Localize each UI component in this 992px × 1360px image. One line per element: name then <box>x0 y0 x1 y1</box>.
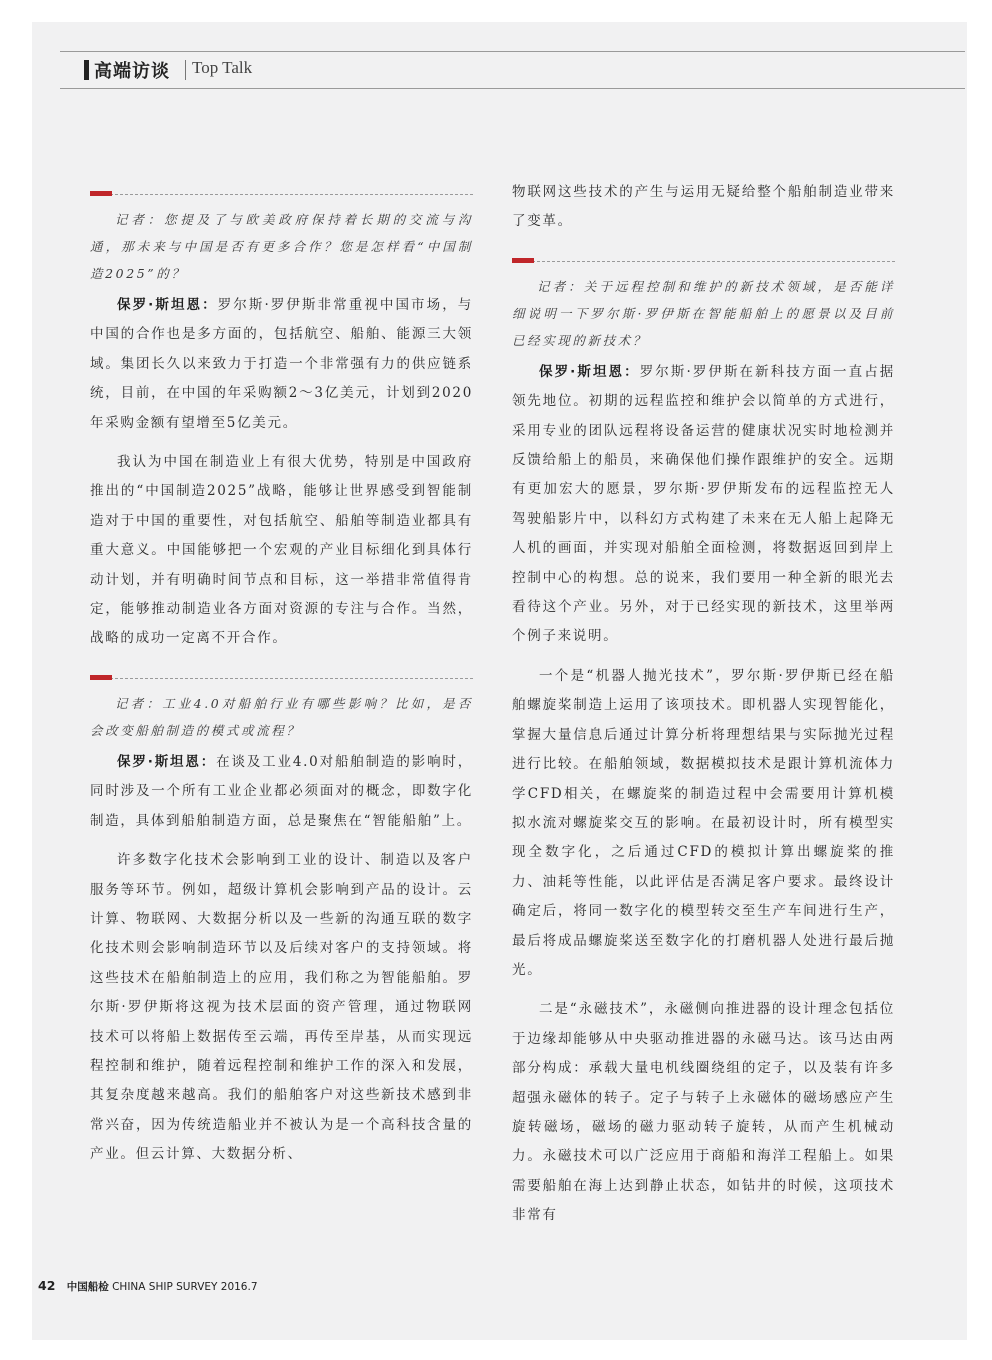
paragraph: 二是“永磁技术”，永磁侧向推进器的设计理念包括位于边缘却能够从中央驱动推进器的永磁马达。该马达由两部分构成：承载大量电机线圈绕组的定子，以及装有许多超强永磁体的转子。定子与转子上永磁体的磁场感应产生旋转磁场，磁场的磁力驱动转子旋转，从而产生机械动力。永磁技术可以广泛应用于商船和海洋工程船上。如果需要船舶在海上达到静止状态，如钻井的时候，这项技术非常有 <box>512 1001 895 1224</box>
question-divider <box>512 247 895 257</box>
answer-text: 在谈及工业4.0对船舶制造的影响时，同时涉及一个所有工业企业都必须面对的概念，即数字化制造，具体到船舶制造方面，总是聚焦在“智能船舶”上。 <box>90 753 473 829</box>
interview-answer <box>90 291 473 438</box>
paragraph: 许多数字化技术会影响到工业的设计、制造以及客户服务等环节。例如，超级计算机会影响到产品的设计。云计算、物联网、大数据分析以及一些新的沟通互联的数字化技术则会影响制造环节以及后续对客户的支持领域。将这些技术在船舶制造上的应用，我们称之为智能船舶。罗尔斯·罗伊斯将这视为技术层面的资产管理，通过物联网技术可以将船上数据传至云端，再传至岸基，从而实现远程控制和维护，随着远程控制和维护工作的深入和发展，其复杂度越来越高。我们的船舶客户对这些新技术感到非常兴奋，因为传统造船业并不被认为是一个高科技含量的产业。但云计算、大数据分析、 <box>90 852 473 1163</box>
right-column <box>512 178 895 1241</box>
magazine-name: 中国船检 <box>66 1281 109 1293</box>
question-divider <box>90 664 473 674</box>
section-title-en: Top Talk <box>192 58 253 77</box>
header-separator <box>185 60 186 80</box>
header-marker-bar <box>84 60 89 80</box>
speaker-name: 保罗·斯坦恩： <box>539 363 640 380</box>
paragraph: 一个是“机器人抛光技术”，罗尔斯·罗伊斯已经在船舶螺旋桨制造上运用了该项技术。即机器人实现智能化，掌握大量信息后通过计算分析将理想结果与实际抛光过程进行比较。在船舶领域，数据模拟技术是跟计算机流体力学CFD相关，在螺旋桨的制造过程中会需要用计算机模拟水流对螺旋桨交互的影响。在最初设计时，所有模型实现全数字化，之后通过CFD的模拟计算出螺旋桨的推力、油耗等性能，以此评估是否满足客户要求。最终设计确定后，将同一数字化的模型转交至生产车间进行生产，最后将成品螺旋桨送至数字化的打磨机器人处进行最后抛光。 <box>512 667 895 978</box>
page-footer <box>38 1278 258 1294</box>
section-title: 高端访谈 <box>94 61 170 82</box>
answer-text: 罗尔斯·罗伊斯非常重视中国市场，与中国的合作也是多方面的，包括航空、船舶、能源三大领域。集团长久以来致力于打造一个非常强有力的供应链系统，目前，在中国的年采购额2～3亿美元，计划到2020年采购金额有望增至5亿美元。 <box>90 297 473 431</box>
speaker-name: 保罗·斯坦恩： <box>117 753 217 770</box>
question-divider <box>90 180 473 190</box>
header-bottom-rule <box>60 88 965 89</box>
magazine-name-en: CHINA SHIP SURVEY <box>112 1281 218 1293</box>
answer-text: 罗尔斯·罗伊斯在新科技方面一直占据领先地位。初期的远程监控和维护会以简单的方式进行，采用专业的团队远程将设备运营的健康状况实时地检测并反馈给船上的船员，来确保他们操作跟维护的安全。远期有更加宏大的愿景，罗尔斯·罗伊斯发布的远程监控无人驾驶船影片中，以科幻方式构建了未来在无人船上起降无人机的画面，并实现对船舶全面检测，将数据返回到岸上控制中心的构想。总的说来，我们要用一种全新的眼光去看待这个产业。另外，对于已经实现的新技术，这里举两个例子来说明。 <box>512 363 895 645</box>
paragraph: 我认为中国在制造业上有很大优势，特别是中国政府推出的“中国制造2025”战略，能够让世界感受到智能制造对于中国的重要性，对包括航空、船舶等制造业都具有重大意义。中国能够把一个宏观的产业目标细化到具体行动计划，并有明确时间节点和目标，这一举措非常值得肯定，能够推动制造业各方面对资源的专注与合作。当然，战略的成功一定离不开合作。 <box>90 454 473 647</box>
interview-answer <box>512 358 895 652</box>
interview-answer <box>90 748 473 836</box>
header-top-rule <box>60 51 965 52</box>
left-column <box>90 180 473 1180</box>
issue-date: 2016.7 <box>220 1281 258 1293</box>
page-number: 42 <box>38 1278 56 1293</box>
speaker-name: 保罗·斯坦恩： <box>117 297 218 313</box>
interview-question: 记者：工业4.0对船舶行业有哪些影响？比如，是否会改变船舶制造的模式或流程？ <box>90 695 473 738</box>
interview-question: 记者：您提及了与欧美政府保持着长期的交流与沟通，那未来与中国是否有更多合作？您是怎样看“中国制造2025”的？ <box>90 212 473 281</box>
paragraph-continuation: 物联网这些技术的产生与运用无疑给整个船舶制造业带来了变革。 <box>512 184 895 230</box>
interview-question: 记者：关于远程控制和维护的新技术领域，是否能详细说明一下罗尔斯·罗伊斯在智能船舶上的愿景以及目前已经实现的新技术？ <box>512 278 895 348</box>
